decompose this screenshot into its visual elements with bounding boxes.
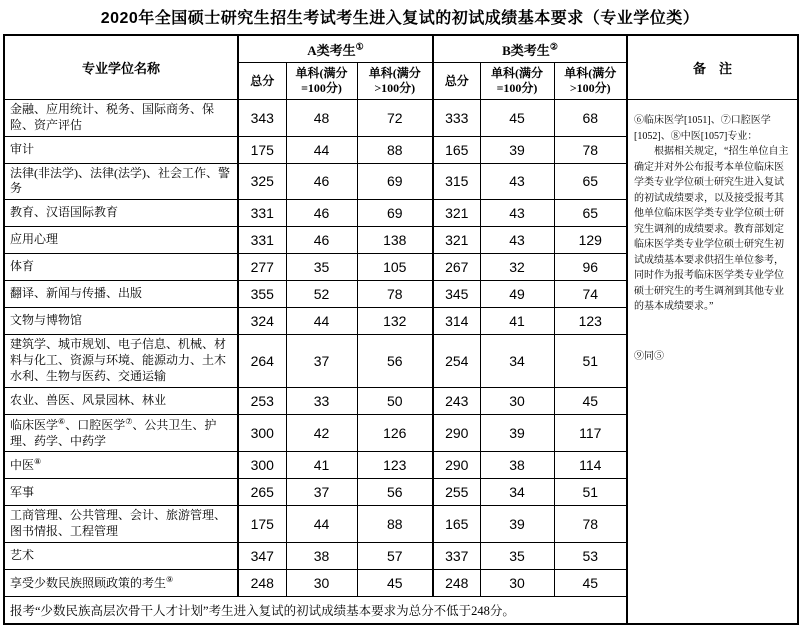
score-cell-b: 45 [480,100,554,137]
degree-name-cell: 中医⑧ [4,452,238,479]
degree-name-cell: 应用心理 [4,227,238,254]
degree-name-cell: 教育、汉语国际教育 [4,200,238,227]
score-cell-a: 331 [238,200,286,227]
score-cell-a: 45 [357,570,433,597]
score-cell-a: 175 [238,506,286,543]
score-cell-b: 78 [554,136,627,163]
degree-name-cell: 工商管理、公共管理、会计、旅游管理、图书情报、工程管理 [4,506,238,543]
col-header-a-single-gt100: 单科(满分>100分) [357,63,433,100]
col-header-remark [627,35,798,100]
col-header-group-a [238,35,433,63]
score-cell-a: 277 [238,254,286,281]
document-page [0,5,800,619]
score-cell-b: 32 [480,254,554,281]
degree-name-cell: 翻译、新闻与传播、出版 [4,281,238,308]
score-cell-a: 343 [238,100,286,137]
score-cell-b: 35 [480,543,554,570]
score-cell-a: 88 [357,136,433,163]
degree-name-cell: 体育 [4,254,238,281]
score-cell-b: 39 [480,136,554,163]
score-cell-a: 253 [238,387,286,414]
score-cell-a: 37 [286,479,357,506]
score-cell-a: 325 [238,163,286,200]
score-cell-b: 337 [433,543,480,570]
score-cell-a: 38 [286,543,357,570]
score-cell-b: 117 [554,414,627,452]
score-cell-a: 72 [357,100,433,137]
score-cell-a: 331 [238,227,286,254]
score-cell-b: 45 [554,387,627,414]
footer-note: 报考“少数民族高层次骨干人才计划”考生进入复试的初试成绩基本要求为总分不低于248分。 [4,597,627,625]
score-cell-b: 290 [433,414,480,452]
score-cell-a: 265 [238,479,286,506]
score-cell-b: 255 [433,479,480,506]
degree-name-cell: 农业、兽医、风景园林、林业 [4,387,238,414]
score-cell-a: 44 [286,506,357,543]
score-cell-b: 41 [480,308,554,335]
score-cell-a: 42 [286,414,357,452]
score-cell-b: 165 [433,136,480,163]
score-cell-a: 355 [238,281,286,308]
col-header-degree-name [4,35,238,100]
score-cell-a: 78 [357,281,433,308]
header-row-groups [4,35,798,63]
col-header-degree-name-label: 专业学位名称 [81,61,160,76]
degree-name-cell: 法律(非法学)、法律(法学)、社会工作、警务 [4,163,238,200]
remark-cell [627,100,798,625]
degree-name-cell: 建筑学、城市规划、电子信息、机械、材料与化工、资源与环境、能源动力、土木水利、生物与医药、交通运输 [4,335,238,387]
score-cell-a: 30 [286,570,357,597]
score-cell-b: 30 [480,387,554,414]
score-cell-a: 300 [238,414,286,452]
score-cell-b: 243 [433,387,480,414]
score-cell-a: 324 [238,308,286,335]
score-cell-a: 175 [238,136,286,163]
col-header-group-b [433,35,627,63]
footnote-marker: ⑧ [34,457,42,467]
score-table [3,34,799,625]
score-cell-b: 290 [433,452,480,479]
degree-name-cell: 金融、应用统计、税务、国际商务、保险、资产评估 [4,100,238,137]
col-header-b-total: 总分 [433,63,480,100]
score-cell-b: 53 [554,543,627,570]
footnote-marker: ⑨ [166,574,174,584]
score-cell-b: 333 [433,100,480,137]
score-cell-b: 314 [433,308,480,335]
col-header-a-total: 总分 [238,63,286,100]
remark-paragraph: ⑥临床医学[1051]、⑦口腔医学[1052]、⑧中医[1057]专业： [634,115,771,142]
score-cell-b: 65 [554,200,627,227]
score-cell-a: 44 [286,308,357,335]
score-cell-b: 65 [554,163,627,200]
score-cell-a: 46 [286,200,357,227]
score-cell-a: 138 [357,227,433,254]
degree-name-cell: 文物与博物馆 [4,308,238,335]
score-cell-a: 264 [238,335,286,387]
score-cell-b: 321 [433,200,480,227]
score-cell-b: 38 [480,452,554,479]
score-cell-b: 123 [554,308,627,335]
score-cell-b: 74 [554,281,627,308]
score-cell-a: 50 [357,387,433,414]
score-cell-b: 315 [433,163,480,200]
score-cell-a: 57 [357,543,433,570]
remark-paragraph: ⑨同⑤ [634,350,665,362]
table-row [4,100,798,137]
score-cell-a: 126 [357,414,433,452]
score-cell-a: 132 [357,308,433,335]
col-header-remark-label: 备 注 [693,61,733,76]
table-header [4,35,798,100]
footnote-marker: ⑦ [125,416,133,426]
score-cell-a: 52 [286,281,357,308]
score-cell-a: 347 [238,543,286,570]
footnote-marker-group-b: ② [549,41,558,52]
score-cell-a: 69 [357,200,433,227]
score-cell-a: 248 [238,570,286,597]
score-cell-a: 300 [238,452,286,479]
col-header-b-single-gt100: 单科(满分>100分) [554,63,627,100]
score-cell-a: 123 [357,452,433,479]
score-cell-b: 114 [554,452,627,479]
page-title: 2020年全国硕士研究生招生考试考生进入复试的初试成绩基本要求（专业学位类） [100,10,700,27]
score-cell-b: 45 [554,570,627,597]
score-cell-b: 321 [433,227,480,254]
score-cell-b: 68 [554,100,627,137]
score-cell-a: 46 [286,163,357,200]
remark-paragraph: 根据相关规定，“招生单位自主确定并对外公布报考本单位临床医学类专业学位硕士研究生进入复试的初试成绩要求，以及接受报考其他单位临床医学类专业学位硕士研究生调剂的成绩要求。教育部划定临床医学类专业学位硕士研究生初试成绩基本要求供招生单位参考，同时作为报考临床医学类专业学位硕士研究生的考生调剂到其他专业的基本成绩要求。” [634,146,789,312]
col-header-b-single-eq100: 单科(满分=100分) [480,63,554,100]
score-cell-b: 43 [480,200,554,227]
degree-name-cell: 军事 [4,479,238,506]
table-body [4,100,798,625]
footnote-marker: ⑥ [58,416,66,426]
footnote-marker-group-a: ① [355,41,364,52]
degree-name-cell: 享受少数民族照顾政策的考生⑨ [4,570,238,597]
score-cell-b: 129 [554,227,627,254]
score-cell-a: 56 [357,479,433,506]
degree-name-cell: 审计 [4,136,238,163]
score-cell-b: 34 [480,479,554,506]
score-cell-a: 48 [286,100,357,137]
score-cell-b: 165 [433,506,480,543]
score-cell-b: 43 [480,163,554,200]
score-cell-b: 96 [554,254,627,281]
group-b-label: B类考生 [502,42,550,58]
score-cell-a: 37 [286,335,357,387]
score-cell-a: 46 [286,227,357,254]
score-cell-a: 44 [286,136,357,163]
score-cell-b: 49 [480,281,554,308]
degree-name-cell: 艺术 [4,543,238,570]
score-cell-a: 105 [357,254,433,281]
score-cell-b: 267 [433,254,480,281]
col-header-a-single-eq100: 单科(满分=100分) [286,63,357,100]
score-cell-b: 78 [554,506,627,543]
degree-name-cell: 临床医学⑥、口腔医学⑦、公共卫生、护理、药学、中药学 [4,414,238,452]
score-cell-a: 35 [286,254,357,281]
group-a-label: A类考生 [307,42,356,58]
score-cell-b: 248 [433,570,480,597]
score-cell-b: 254 [433,335,480,387]
score-cell-a: 41 [286,452,357,479]
score-cell-b: 39 [480,414,554,452]
score-cell-b: 51 [554,335,627,387]
score-cell-b: 34 [480,335,554,387]
score-cell-a: 88 [357,506,433,543]
score-cell-b: 43 [480,227,554,254]
score-cell-a: 69 [357,163,433,200]
score-cell-b: 39 [480,506,554,543]
score-cell-b: 51 [554,479,627,506]
score-cell-b: 30 [480,570,554,597]
score-cell-b: 345 [433,281,480,308]
score-cell-a: 56 [357,335,433,387]
score-cell-a: 33 [286,387,357,414]
